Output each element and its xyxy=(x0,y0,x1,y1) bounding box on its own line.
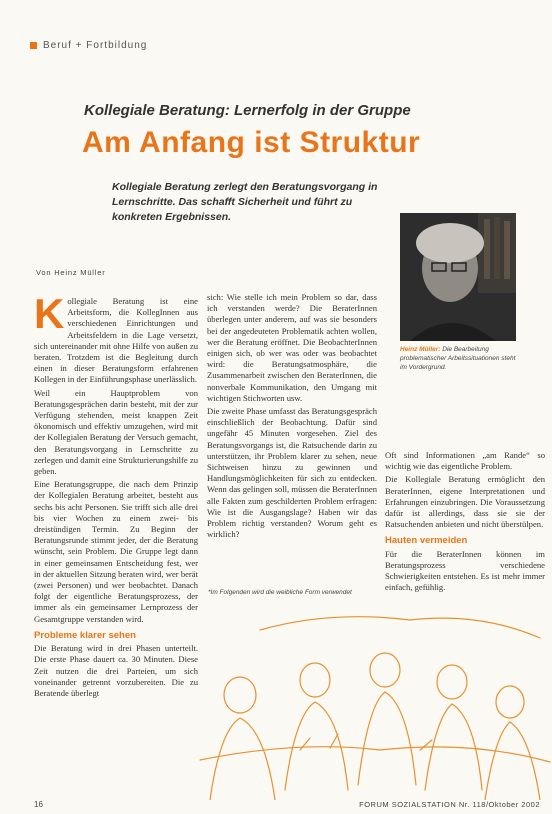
paragraph: Die Kollegiale Beratung ermöglicht den BeraterInnen, eigene Interpretationen und Erfahrungen einzubringen. Die Voraussetzung dafür ist allerdings, dass sie sie der Ratsuchenden anbieten und nicht überstülpen. xyxy=(385,474,545,530)
byline: Von Heinz Müller xyxy=(36,268,106,277)
column-1 xyxy=(34,290,198,701)
paragraph: Oft sind Informationen „am Rande“ so wichtig wie das eigentliche Problem. xyxy=(385,450,545,472)
paragraph: Eine Beratungsgruppe, die nach dem Prinzip der Kollegialen Beratung arbeitet, besteht aus sechs bis acht Personen. Sie trifft sich alle drei bis vier Wochen zu einem zwei- bis dreistündigen Termin. Zu Beginn der Beratungsrunde stimmt jeder, der die Beratung wünscht, sein Problem. Die Gruppe legt dann in einer gemeinsamen Entscheidung fest, wer in der aktuellen Sitzung beraten wird, wer berät (zwei Personen) und wer beobachtet. Danach folgt der eigentliche Beratungsprozess, der immer als ein gemeinsamer Lernprozess der Gesamtgruppe verstanden wird. xyxy=(34,479,198,624)
column-3 xyxy=(385,450,545,595)
column-2 xyxy=(207,292,377,542)
subheading: Probleme klarer sehen xyxy=(34,629,136,641)
kicker: Kollegiale Beratung: Lernerfolg in der Gruppe xyxy=(84,102,411,119)
paragraph: Weil ein Hauptproblem von Beratungsgesprächen darin besteht, mit der zur Verfügung stehenden, meist knappen Zeit ökonomisch und effektiv umzugehen, wird mit der Kollegialen Beratung der Versuch gemacht, den Beratungsvorgang in Lernschritte zu zerlegen und damit eine Strukturierungshilfe zu geben. xyxy=(34,387,198,477)
footnote: *Im Folgenden wird die weibliche Form verwendet xyxy=(208,589,352,596)
caption-text: Die Bearbeitung problematischer Arbeitssituationen steht im Vordergrund. xyxy=(400,346,516,371)
photo-caption xyxy=(400,345,520,372)
paragraph xyxy=(34,290,198,386)
caption-name: Heinz Müller: xyxy=(400,346,441,353)
section-tag xyxy=(30,40,147,51)
dropcap: K xyxy=(34,290,65,337)
subheading: Hauten vermeiden xyxy=(385,535,468,547)
page-number: 16 xyxy=(34,800,43,809)
portrait-image xyxy=(400,213,516,341)
paragraph: Für die BeraterInnen können im Beratungsprozess verschiedene Schwierigkeiten entstehen. Es ist mehr immer einfach, gefühlig. xyxy=(385,548,545,593)
author-photo xyxy=(400,213,516,341)
paragraph: sich: Wie stelle ich mein Problem so dar, dass ich verstanden werde? Die BeraterInnen überlegen unter anderem, auf was sie besonders bei der angedeuteten Problematik achten wollen, wer die Beratung eröffnet. Die BeobachterInnen einigen sich, ob wer was oder was beobachtet wird: die Beratungsatmosphäre, die Zusammenarbeit zwischen den BeraterInnen, die nonverbale Kommunikation, den Umgang mit wichtigen Stichworten usw. xyxy=(207,292,377,403)
publication-footer: FORUM SOZIALSTATION Nr. 118/Oktober 2002 xyxy=(359,800,540,809)
paragraph-text: ollegiale Beratung ist eine Arbeitsform, die KollegInnen aus verschiedenen Einrichtungen und Arbeitsfeldern in die Lage versetzt, sich untereinander mit ohne Hilfe von außen zu beraten. Trotzdem ist die Begleitung durch einen in dieser Beratungsform erfahrenen Kollegen in der Einführungsphase unerlässlich. xyxy=(34,296,198,385)
paragraph: Die zweite Phase umfasst das Beratungsgespräch einschließlich der Beobachtung. Dafür sind ungefähr 45 Minuten vorgesehen. Ziel des Beratungsvorgangs ist, die Ratsuchende darin zu unterstützen, ihr Problem klarer zu sehen, neue Sichtweisen hinzu zu gewinnen und Handlungsmöglichkeiten für sich zu entdecken. Wenn das gelingen soll, müssen die BeraterInnen alle Fakten zum geschilderten Problem erfragen: Wie ist die Ausgangslage? Haben wir das Problem richtig verstanden? Worum geht es wirklich? xyxy=(207,406,377,540)
lead-paragraph: Kollegiale Beratung zerlegt den Beratungsvorgang in Lernschritte. Das schafft Sicherheit und führt zu konkreten Ergebnissen. xyxy=(112,181,378,223)
paragraph: Die Beratung wird in drei Phasen unterteilt. Die erste Phase dauert ca. 30 Minuten. Diese Zeit nutzen die drei Parteien, um sich voneinander getrennt vorzubereiten. Die zu Beratende überlegt xyxy=(34,643,198,698)
group-illustration xyxy=(180,590,552,800)
headline: Am Anfang ist Struktur xyxy=(82,126,421,159)
section-square-icon xyxy=(30,42,37,49)
section-label: Beruf + Fortbildung xyxy=(43,40,148,51)
